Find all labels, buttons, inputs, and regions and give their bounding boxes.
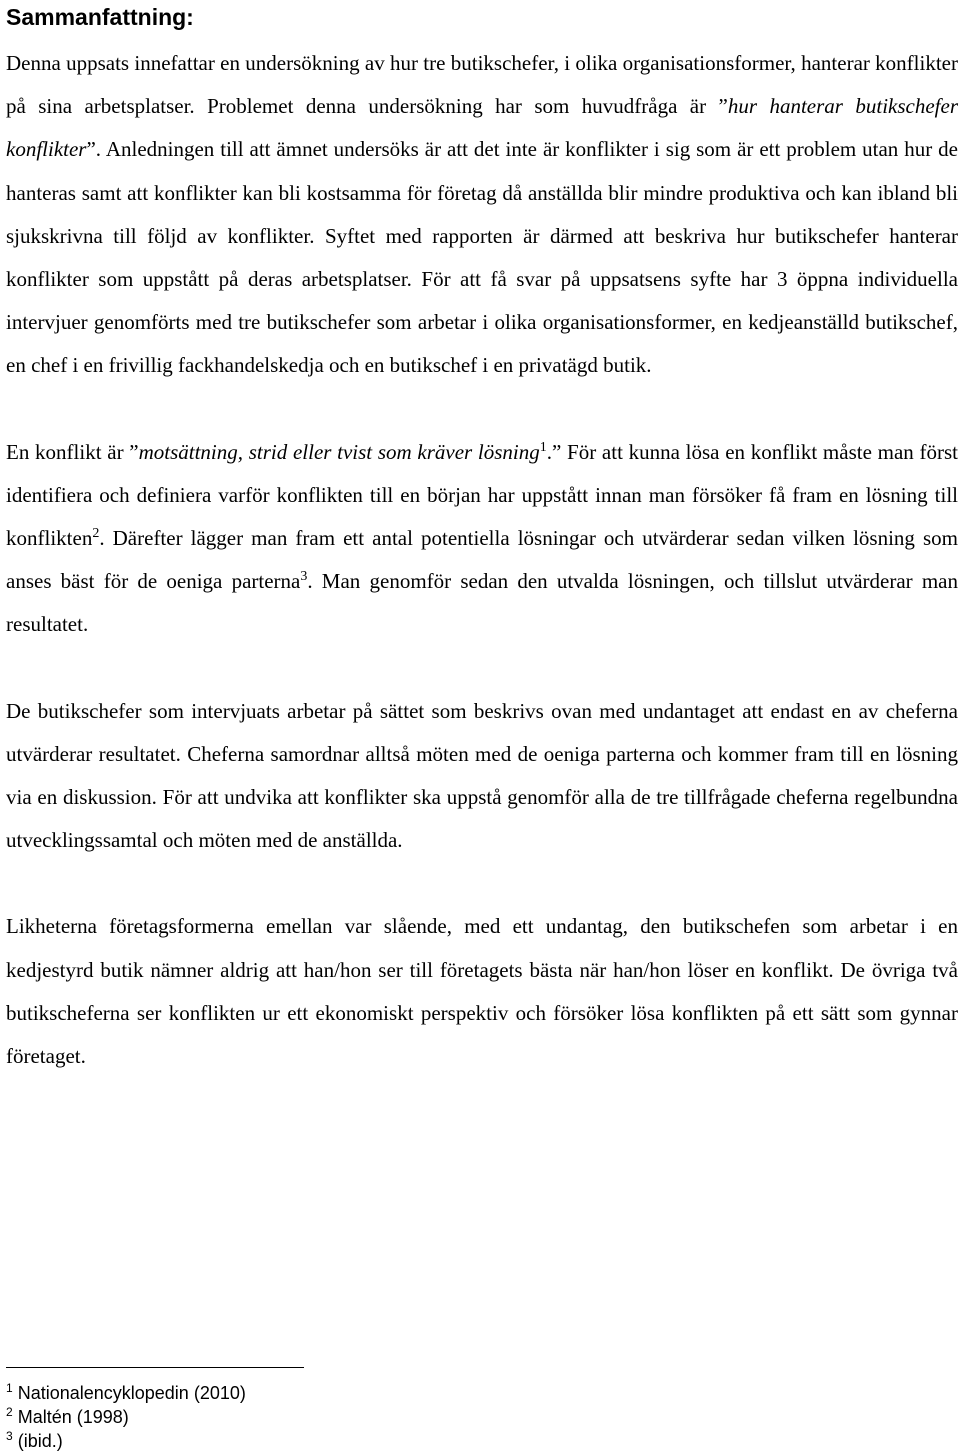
document-page (6, 0, 958, 1451)
paragraph-2-text-b: .” För att kunna lösa en konflikt måste man först identifiera och definiera varför konflikten till en början har uppstått innan man försöker få fram en lösning till konflikten (6, 439, 958, 551)
paragraph-2-text-a: En konflikt är ” (6, 439, 139, 464)
page-title: Sammanfattning: (6, 4, 194, 30)
summary-paragraph-3: De butikschefer som intervjuats arbetar på sättet som beskrivs ovan med undantaget att endast en av cheferna utvärderar resultatet. Cheferna samordnar alltså möten med de oeniga parterna och kommer fram till en lösning via en diskussion. För att undvika att konflikter ska uppstå genomför alla de tre tillfrågade cheferna regelbundna utvecklingssamtal och möten med de anställda. (6, 698, 958, 853)
footnote-number: 1 (6, 1381, 13, 1395)
footnote-2 (6, 1405, 246, 1429)
research-question: hur hanterar butikschefer konflikter (6, 94, 958, 162)
footnote-ref-3: 3 (300, 569, 308, 585)
footnote-divider (6, 1367, 304, 1368)
conflict-definition: motsättning, strid eller tvist som kräver lösning (138, 439, 540, 464)
paragraph-2-text-c: . Därefter lägger man fram ett antal potentiella lösningar och utvärderar sedan vilken lösning som anses bäst för de oeniga parterna (6, 526, 958, 594)
footnote-text: Nationalencyklopedin (2010) (17, 1383, 246, 1403)
paragraph-2-text-d: . Man genomför sedan den utvalda lösningen, och tillslut utvärderar man resultatet. (6, 569, 958, 637)
footnote-text: Maltén (1998) (17, 1407, 129, 1427)
footnote-ref-1: 1 (539, 439, 547, 455)
summary-paragraph-1 (6, 42, 958, 388)
summary-paragraph-2 (6, 431, 958, 647)
summary-paragraph-4: Likheterna företagsformerna emellan var slående, med ett undantag, den butikschefen som arbetar i en kedjestyrd butik nämner aldrig att han/hon ser till företagets bästa när han/hon löser en konflikt. De övriga två butikscheferna ser konflikten ur ett ekonomiskt perspektiv och försöker lösa konflikten på ett sätt som gynnar företaget. (6, 914, 958, 1069)
footnotes (6, 1381, 246, 1453)
footnote-3 (6, 1429, 246, 1453)
paragraph-1-text-a: Denna uppsats innefattar en undersökning av hur tre butikschefer, i olika organisationsformer, hanterar konflikter på sina arbetsplatser. Problemet denna undersökning har som huvudfråga är ” (6, 51, 958, 119)
footnote-ref-2: 2 (92, 526, 100, 542)
paragraph-1-text-b: ”. Anledningen till att ämnet undersöks är att det inte är konflikter i sig som är ett problem utan hur de hanteras samt att konflikter kan bli kostsamma för företag då anställda blir mindre produktiva och kan ibland bli sjukskrivna till följd av konflikter. Syftet med rapporten är därmed att beskriva hur butikschefer hanterar konflikter som uppstått på deras arbetsplatser. För att få svar på uppsatsens syfte har 3 öppna individuella intervjuer genomförts med tre butikschefer som arbetar i olika organisationsformer, en kedjeanställd butikschef, en chef i en frivillig fackhandelskedja och en butikschef i en privatägd butik. (6, 137, 958, 378)
footnote-1 (6, 1381, 246, 1405)
footnote-number: 2 (6, 1405, 13, 1419)
footnote-number: 3 (6, 1429, 13, 1443)
footnote-text: (ibid.) (17, 1431, 63, 1451)
